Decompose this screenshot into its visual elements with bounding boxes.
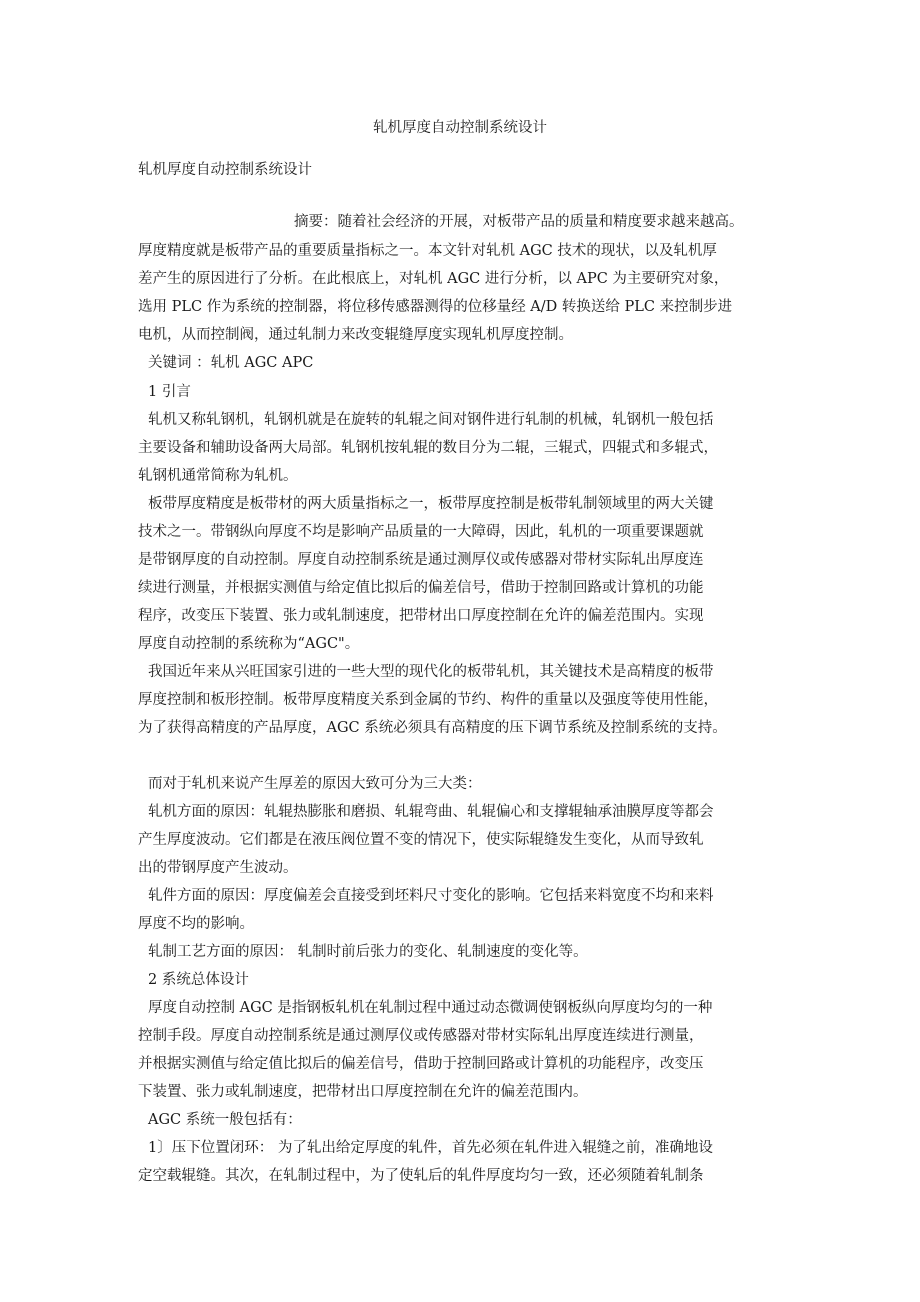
paragraph-line: 板带厚度精度是板带材的两大质量指标之一，板带厚度控制是板带轧制领域里的两大关键: [148, 496, 714, 512]
paragraph-line: 并根据实测值与给定值比拟后的偏差信号，借助于控制回路或计算机的功能程序，改变压: [138, 1056, 704, 1072]
paragraph-line: 厚度自动控制 AGC 是指钢板轧机在轧制过程中通过动态微调使钢板纵向厚度均匀的一种: [148, 1000, 713, 1016]
paragraph-line: 程序，改变压下装置、张力或轧制速度，把带材出口厚度控制在允许的偏差范围内。实现: [138, 608, 704, 624]
paragraph-line: 下装置、张力或轧制速度，把带材出口厚度控制在允许的偏差范围内。: [138, 1084, 588, 1100]
paragraph-line: 我国近年来从兴旺国家引进的一些大型的现代化的板带轧机，其关键技术是高精度的板带: [148, 664, 714, 680]
paragraph-line: 产生厚度波动。它们都是在液压阀位置不变的情况下，使实际辊缝发生变化，从而导致轧: [138, 832, 704, 848]
document-title: 轧机厚度自动控制系统设计: [373, 120, 547, 136]
paragraph-line: 厚度控制和板形控制。板带厚度精度关系到金属的节约、构件的重量以及强度等使用性能，: [138, 692, 718, 708]
abstract-line: 电机，从而控制阀，通过轧制力来改变辊缝厚度实现轧机厚度控制。: [138, 327, 573, 343]
paragraph-line: 技术之一。带钢纵向厚度不均是影响产品质量的一大障碍，因此，轧机的一项重要课题就: [138, 524, 704, 540]
paragraph-line: 续进行测量，并根据实测值与给定值比拟后的偏差信号，借助于控制回路或计算机的功能: [138, 580, 704, 596]
keywords-line: 关键词 ：轧机 AGC APC: [148, 355, 314, 371]
paragraph-line: 定空载辊缝。其次，在轧制过程中，为了使轧后的轧件厚度均匀一致，还必须随着轧制条: [138, 1168, 704, 1184]
paragraph-line: 是带钢厚度的自动控制。厚度自动控制系统是通过测厚仪或传感器对带材实际轧出厚度连: [138, 552, 704, 568]
abstract-line: 选用 PLC 作为系统的控制器，将位移传感器测得的位移量经 A/D 转换送给 PLC 来控制步进: [138, 299, 733, 315]
paragraph-line: 控制手段。厚度自动控制系统是通过测厚仪或传感器对带材实际轧出厚度连续进行测量，: [138, 1028, 704, 1044]
paragraph-line: 轧制工艺方面的原因： 轧制时前后张力的变化、轧制速度的变化等。: [148, 944, 588, 960]
paragraph-line: 厚度不均的影响。: [138, 916, 254, 932]
abstract-line: 厚度精度就是板带产品的重要质量指标之一。本文针对轧机 AGC 技术的现状，以及轧机厚: [138, 243, 717, 259]
paragraph-line: 轧机方面的原因：轧辊热膨胀和磨损、轧辊弯曲、轧辊偏心和支撑辊轴承油膜厚度等都会: [148, 804, 714, 820]
paragraph-line: 而对于轧机来说产生厚差的原因大致可分为三大类：: [148, 776, 482, 792]
paragraph-line: 为了获得高精度的产品厚度，AGC 系统必须具有高精度的压下调节系统及控制系统的支持。: [138, 720, 727, 736]
document-subtitle: 轧机厚度自动控制系统设计: [138, 162, 312, 178]
abstract-line: 差产生的原因进行了分析。在此根底上，对轧机 AGC 进行分析，以 APC 为主要研究对象，: [138, 271, 729, 287]
paragraph-line: 轧钢机通常简称为轧机。: [138, 468, 298, 484]
section-heading: 2 系统总体设计: [148, 972, 249, 988]
paragraph-line: 轧件方面的原因：厚度偏差会直接受到坯料尺寸变化的影响。它包括来料宽度不均和来料: [148, 888, 714, 904]
paragraph-line: 1〕压下位置闭环： 为了轧出给定厚度的轧件，首先必须在轧件进入辊缝之前，准确地设: [148, 1140, 713, 1156]
paragraph-line: 厚度自动控制的系统称为“AGC"。: [138, 636, 360, 652]
paragraph-line: AGC 系统一般包括有：: [148, 1112, 302, 1128]
paragraph-line: 轧机又称轧钢机，轧钢机就是在旋转的轧辊之间对钢件进行轧制的机械，轧钢机一般包括: [148, 412, 714, 428]
paragraph-line: 出的带钢厚度产生波动。: [138, 860, 298, 876]
abstract-line: 摘要：随着社会经济的开展，对板带产品的质量和精度要求越来越高。: [294, 214, 744, 230]
paragraph-line: 主要设备和辅助设备两大局部。轧钢机按轧辊的数目分为二辊，三辊式，四辊式和多辊式，: [138, 440, 718, 456]
section-heading: 1 引言: [148, 384, 191, 400]
